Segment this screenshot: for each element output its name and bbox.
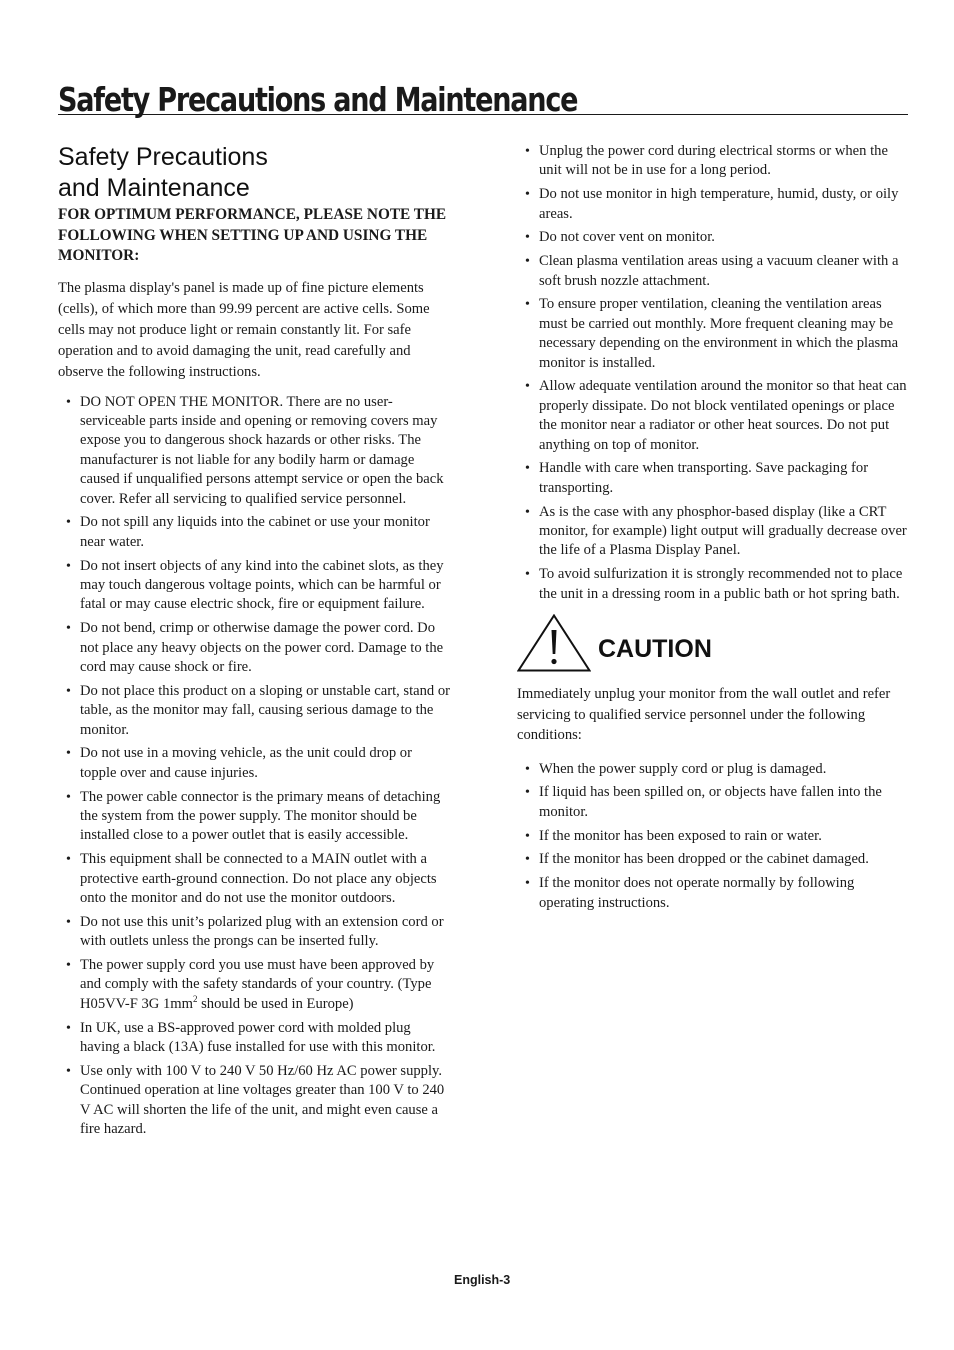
page-number: English-3: [454, 1273, 511, 1287]
bullet-icon: •: [525, 254, 530, 270]
list-item: [517, 760, 909, 779]
list-item-text: Do not use monitor in high temperature, humid, dusty, or oily areas.: [539, 186, 899, 222]
list-item: [58, 513, 451, 552]
list-item: [517, 142, 909, 181]
list-item-text: As is the case with any phosphor-based display (like a CRT monitor, for example) light output will gradually decrease over the life of a Plasma Display Panel.: [539, 503, 907, 559]
list-item: [517, 850, 909, 869]
list-item-text: If the monitor does not operate normally by following operating instructions.: [539, 875, 855, 911]
list-item-text: Handle with care when transporting. Save packaging for transporting.: [539, 460, 869, 496]
list-item-text: To avoid sulfurization it is strongly recommended not to place the unit in a dressing room in a public bath or hot spring bath.: [539, 566, 903, 602]
subheading: FOR OPTIMUM PERFORMANCE, PLEASE NOTE THE FOLLOWING WHEN SETTING UP AND USING THE MONITOR:: [58, 206, 447, 264]
list-item: [58, 393, 451, 509]
list-item: [58, 956, 451, 1014]
list-item: [517, 565, 909, 604]
bullet-icon: •: [525, 761, 530, 777]
list-item: [517, 827, 909, 846]
list-item: [517, 295, 909, 373]
caution-label: CAUTION: [598, 635, 712, 664]
bullet-icon: •: [525, 785, 530, 801]
left-column: [58, 142, 451, 1144]
list-item: [58, 682, 451, 740]
warning-triangle-icon: [517, 614, 591, 672]
list-item: [58, 1062, 451, 1140]
list-item-text: The power cable connector is the primary means of detaching the system from the power supply. The monitor should be installed close to a power outlet that is easily accessible.: [80, 788, 441, 844]
list-item-text: Use only with 100 V to 240 V 50 Hz/60 Hz AC power supply. Continued operation at line voltages greater than 100 V to 240 V AC will shorten the life of the unit, and might even cause a fire hazard.: [80, 1062, 445, 1138]
bullet-icon: •: [66, 1063, 71, 1079]
bullet-icon: •: [525, 461, 530, 477]
list-item-text: DO NOT OPEN THE MONITOR. There are no user-serviceable parts inside and opening or removing covers may expose you to dangerous shock hazards or other risks. The manufacturer is not liable for any bodily harm or damage caused if unqualified persons attempt service or open the back cover. Refer all servicing to qualified service personnel.: [80, 393, 444, 507]
bullet-icon: •: [66, 957, 71, 973]
list-item-text: Do not spill any liquids into the cabinet or use your monitor near water.: [80, 514, 430, 550]
list-item: [517, 783, 909, 822]
list-item-text: To ensure proper ventilation, cleaning the ventilation areas must be carried out monthly. More frequent cleaning may be necessary depending on the environment in which the plasma monitor is installed.: [539, 296, 899, 371]
caution-paragraph: Immediately unplug your monitor from the wall outlet and refer servicing to qualified service personnel under the following conditions:: [517, 686, 891, 744]
precautions-list-left: [58, 393, 451, 1140]
bullet-icon: •: [525, 230, 530, 246]
list-item-text: If the monitor has been exposed to rain or water.: [539, 827, 822, 844]
list-item-text: Do not bend, crimp or otherwise damage the power cord. Do not place any heavy objects on the power cord. Damage to the cord may cause shock or fire.: [80, 620, 444, 675]
list-item-text: Allow adequate ventilation around the monitor so that heat can properly dissipate. Do not block ventilated openings or place the monitor near a radiator or other heat sources. Do not put anything on top of monitor.: [539, 378, 907, 453]
list-item: [517, 459, 909, 498]
bullet-icon: •: [525, 297, 530, 313]
list-item-text: This equipment shall be connected to a MAIN outlet with a protective earth-ground connection. Do not place any objects onto the monitor and do not use the monitor outdoors.: [80, 851, 437, 906]
bullet-icon: •: [525, 144, 530, 159]
list-item: [517, 252, 909, 291]
superscript: 2: [192, 993, 198, 1004]
list-item-text: In UK, use a BS-approved power cord with molded plug having a black (13A) fuse installed for use with this monitor.: [80, 1019, 436, 1055]
list-item: [58, 557, 451, 615]
section-heading-line-1: Safety Precautions: [58, 143, 268, 171]
list-item-text: should be used in Europe): [197, 995, 354, 1012]
list-item-text: The power supply cord you use must have been approved by and comply with the safety standards of your country. (Type H05VV-F 3G 1mm: [80, 956, 435, 1012]
list-item-text: If liquid has been spilled on, or objects have fallen into the monitor.: [539, 784, 882, 820]
page-title: Safety Precautions and Maintenance: [58, 80, 578, 119]
list-item: [58, 788, 451, 846]
bullet-icon: •: [525, 876, 530, 892]
bullet-icon: •: [525, 187, 530, 203]
list-item: [58, 619, 451, 677]
bullet-icon: •: [66, 746, 71, 762]
bullet-icon: •: [66, 394, 71, 410]
list-item: [58, 744, 451, 783]
list-item: [517, 377, 909, 455]
bullet-icon: •: [525, 504, 530, 520]
list-item: [58, 913, 451, 952]
list-item: [517, 185, 909, 224]
list-item-text: Do not use this unit’s polarized plug with an extension cord or with outlets unless the prongs can be inserted fully.: [80, 913, 444, 950]
bullet-icon: •: [66, 621, 71, 637]
list-item: [517, 503, 909, 561]
list-item-text: When the power supply cord or plug is damaged.: [539, 760, 827, 777]
title-rule: [58, 114, 908, 115]
bullet-icon: •: [525, 828, 530, 844]
list-item: [58, 1019, 451, 1058]
list-item-text: Do not insert objects of any kind into the cabinet slots, as they may touch dangerous voltage points, which can be harmful or fatal or may cause electric shock, fire or equipment failure.: [80, 557, 444, 613]
bullet-icon: •: [66, 852, 71, 868]
list-item-text: Clean plasma ventilation areas using a vacuum cleaner with a soft brush nozzle attachment.: [539, 253, 899, 289]
bullet-icon: •: [66, 558, 71, 574]
list-item: [517, 874, 909, 913]
right-column: [517, 142, 909, 917]
precautions-list-right: [517, 142, 909, 604]
list-item: [58, 850, 451, 908]
list-item-text: Do not use in a moving vehicle, as the unit could drop or topple over and cause injuries.: [80, 745, 412, 781]
bullet-icon: •: [66, 683, 71, 699]
caution-heading: [517, 614, 909, 676]
bullet-icon: •: [525, 852, 530, 868]
bullet-icon: •: [66, 914, 71, 930]
bullet-icon: •: [525, 379, 530, 395]
list-item-text: If the monitor has been dropped or the cabinet damaged.: [539, 851, 869, 868]
bullet-icon: •: [66, 1020, 71, 1036]
caution-conditions-list: [517, 760, 909, 913]
bullet-icon: •: [66, 789, 71, 805]
intro-paragraph: The plasma display's panel is made up of fine picture elements (cells), of which more than 99.99 percent are active cells. Some cells may not produce light or remain constantly lit. For safe operation and to avoid damaging the unit, read carefully and observe the following instructions.: [58, 279, 430, 380]
list-item: [517, 228, 909, 247]
list-item-text: Unplug the power cord during electrical storms or when the unit will not be in use for a long period.: [539, 143, 888, 179]
list-item-text: Do not place this product on a sloping or unstable cart, stand or table, as the monitor may fall, causing serious damage to the monitor.: [80, 682, 451, 738]
section-heading-line-2: and Maintenance: [58, 173, 250, 202]
bullet-icon: •: [525, 567, 530, 583]
bullet-icon: •: [66, 515, 71, 531]
list-item-text: Do not cover vent on monitor.: [539, 229, 715, 246]
section-heading: [58, 142, 451, 203]
